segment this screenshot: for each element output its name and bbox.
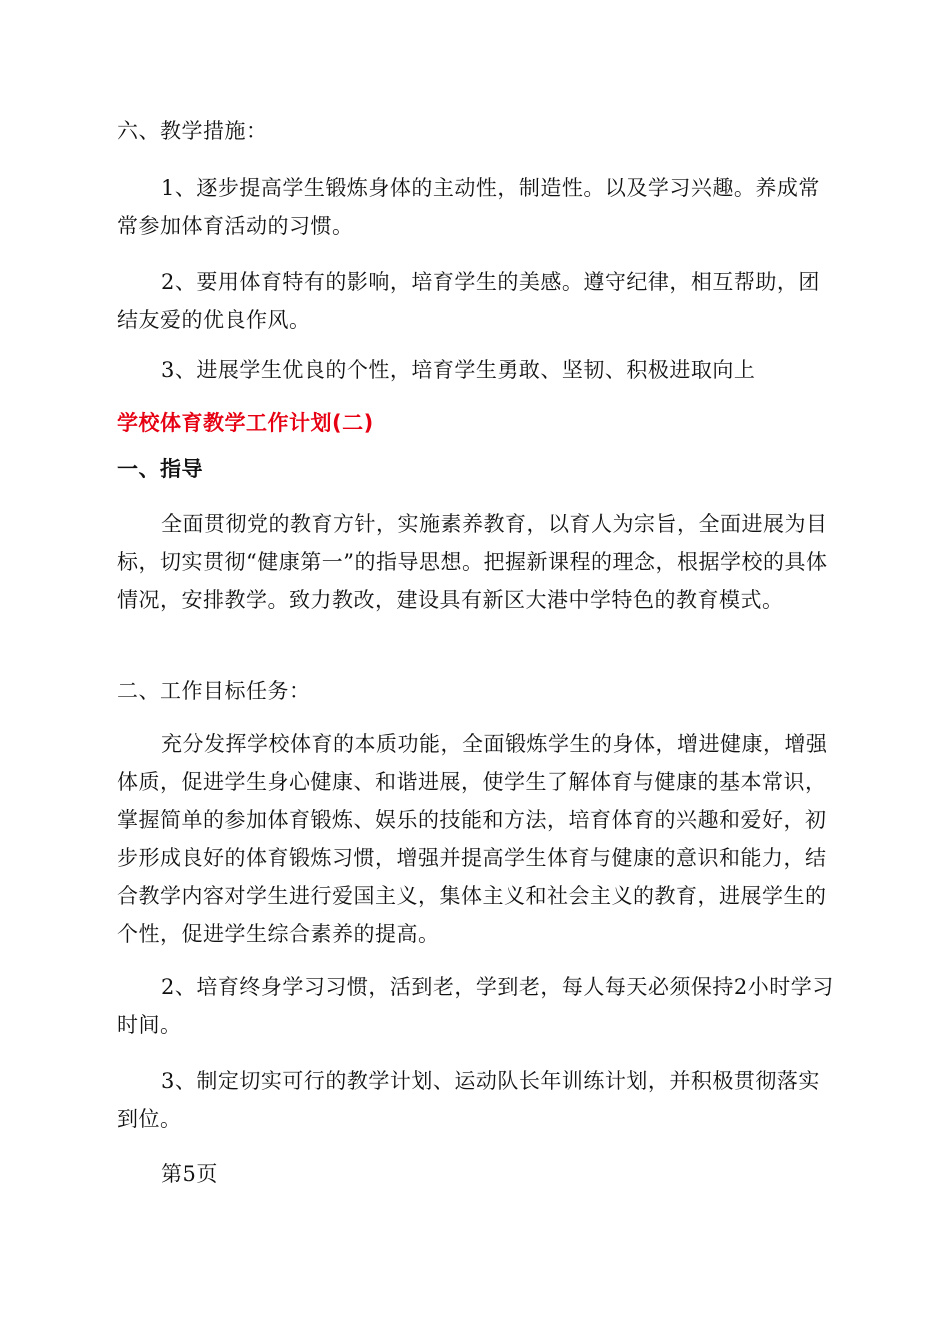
section-heading-teaching-measures: 六、教学措施： xyxy=(117,119,268,143)
measure-item-2: 2、要用体育特有的影响，培育学生的美感。遵守纪律，相互帮助，团结友爱的优良作风。 xyxy=(117,270,820,332)
goal-item-2: 2、培育终身学习习惯，活到老，学到老，每人每天必须保持2小时学习时间。 xyxy=(117,975,834,1037)
measure-item-1: 1、逐步提高学生锻炼身体的主动性，制造性。以及学习兴趣。养成常常参加体育活动的习惯。 xyxy=(117,176,820,238)
measure-item-3: 3、进展学生优良的个性，培育学生勇敢、坚韧、积极进取向上 xyxy=(161,358,756,382)
page-number: 第5页 xyxy=(161,1162,218,1186)
goal-item-3: 3、制定切实可行的教学计划、运动队长年训练计划，并积极贯彻落实到位。 xyxy=(117,1069,820,1131)
guidance-paragraph: 全面贯彻党的教育方针，实施素养教育，以育人为宗旨，全面进展为目标，切实贯彻“健康第一”的指导思想。把握新课程的理念，根据学校的具体情况，安排教学。致力教改，建设具有新区大港中学特色的教育模式。 xyxy=(117,512,828,612)
plan-title: 学校体育教学工作计划(二) xyxy=(117,411,374,435)
goals-paragraph: 充分发挥学校体育的本质功能，全面锻炼学生的身体，增进健康，增强体质，促进学生身心健康、和谐进展，使学生了解体育与健康的基本常识，掌握简单的参加体育锻炼、娱乐的技能和方法，培育体育的兴趣和爱好，初步形成良好的体育锻炼习惯，增强并提高学生体育与健康的意识和能力，结合教学内容对学生进行爱国主义，集体主义和社会主义的教育，进展学生的个性，促进学生综合素养的提高。 xyxy=(117,732,828,946)
goals-heading: 二、工作目标任务： xyxy=(117,679,311,703)
guidance-heading: 一、指导 xyxy=(117,457,203,481)
